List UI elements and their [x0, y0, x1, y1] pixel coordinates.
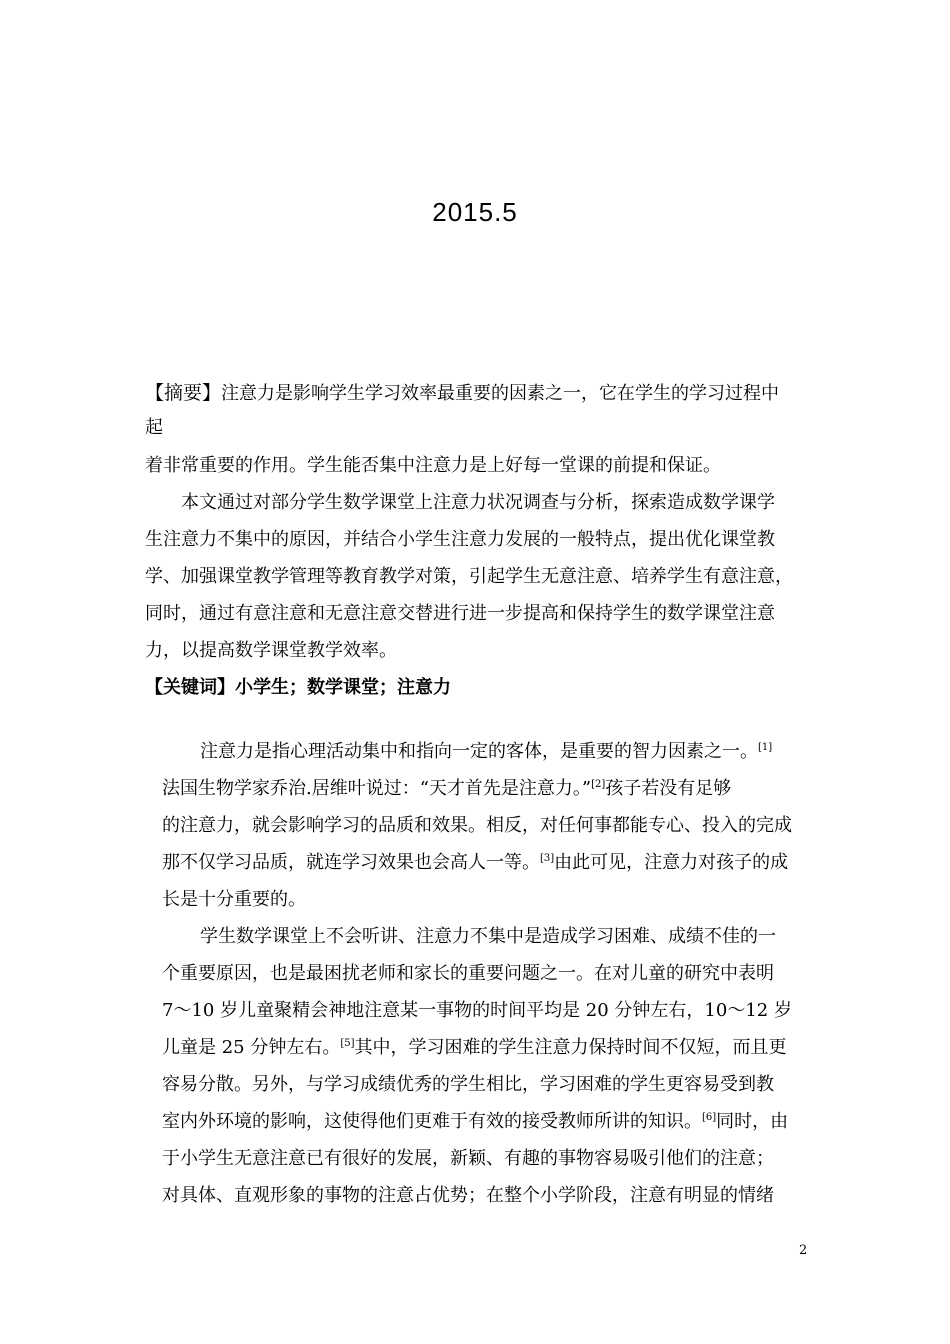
abstract-para2-line-4: 同时，通过有意注意和无意注意交替进行进一步提高和保持学生的数学课堂注意 [145, 603, 775, 624]
citation-ref-2: [2] [591, 779, 606, 790]
abstract-para2-line-2: 生注意力不集中的原因，并结合小学生注意力发展的一般特点，提出优化课堂教 [145, 529, 775, 550]
body-text: 那不仅学习品质，就连学习效果也会高人一等。 [162, 852, 540, 873]
body-p1-line-3: 的注意力，就会影响学习的品质和效果。相反，对任何事都能专心、投入的完成 [162, 815, 792, 836]
body-p1-line-5: 长是十分重要的。 [162, 889, 306, 910]
abstract-para2-line-5: 力，以提高数学课堂教学效率。 [145, 640, 397, 661]
abstract-para2-line-1: 本文通过对部分学生数学课堂上注意力状况调查与分析，探索造成数学课学 [181, 492, 775, 513]
document-date: 2015.5 [432, 197, 518, 227]
body-p1-line-4 [162, 851, 788, 875]
citation-ref-3: [3] [540, 853, 555, 864]
body-text: 其中，学习困难的学生注意力保持时间不仅短，而且更 [354, 1037, 787, 1058]
body-text: 注意力是指心理活动集中和指向一定的客体，是重要的智力因素之一。 [200, 741, 758, 762]
body-p1-line-1 [200, 740, 772, 764]
body-p2-line-6 [162, 1110, 788, 1134]
citation-ref-6: [6] [702, 1112, 717, 1123]
abstract-line-2: 起 [145, 417, 163, 438]
body-p2-line-8: 对具体、直观形象的事物的注意占优势；在整个小学阶段，注意有明显的情绪 [162, 1185, 774, 1206]
body-text: 由此可见，注意力对孩子的成 [554, 852, 789, 873]
abstract-label: 【摘要】 [145, 382, 222, 404]
citation-ref-1: [1] [758, 742, 773, 753]
keywords-label: 【关键词】 [145, 677, 235, 698]
abstract-text-1: 注意力是影响学生学习效率最重要的因素之一，它在学生的学习过程中 [221, 383, 780, 404]
abstract-line-1 [145, 381, 779, 406]
body-text: 室内外环境的影响，这使得他们更难于有效的接受教师所讲的知识。 [162, 1111, 702, 1132]
abstract-line-3: 着非常重要的作用。学生能否集中注意力是上好每一堂课的前提和保证。 [145, 455, 721, 476]
body-text: 同时，由 [716, 1111, 789, 1132]
body-p2-line-5: 容易分散。另外，与学习成绩优秀的学生相比，学习困难的学生更容易受到教 [162, 1074, 774, 1095]
citation-ref-5: [5] [340, 1038, 355, 1049]
body-p2-line-4 [162, 1036, 787, 1060]
body-text: 法国生物学家乔治.居维叶说过：“天才首先是注意力。” [162, 778, 592, 799]
body-p1-line-2 [162, 777, 731, 801]
body-p2-line-3: 7～10 岁儿童聚精会神地注意某一事物的时间平均是 20 分钟左右，10～12 岁 [162, 1000, 792, 1021]
body-p2-line-7: 于小学生无意注意已有很好的发展，新颖、有趣的事物容易吸引他们的注意； [162, 1148, 774, 1169]
body-text: 儿童是 25 分钟左右。 [162, 1037, 341, 1058]
body-p2-line-1: 学生数学课堂上不会听讲、注意力不集中是造成学习困难、成绩不佳的一 [200, 926, 776, 947]
keywords-line [145, 676, 451, 700]
body-text: 孩子若没有足够 [605, 778, 732, 799]
body-p2-line-2: 个重要原因，也是最困扰老师和家长的重要问题之一。在对儿童的研究中表明 [162, 963, 774, 984]
page-number: 2 [799, 1243, 808, 1258]
abstract-para2-line-3: 学、加强课堂教学管理等教育教学对策，引起学生无意注意、培养学生有意注意， [145, 566, 793, 587]
keywords-text: 小学生；数学课堂；注意力 [235, 677, 451, 698]
